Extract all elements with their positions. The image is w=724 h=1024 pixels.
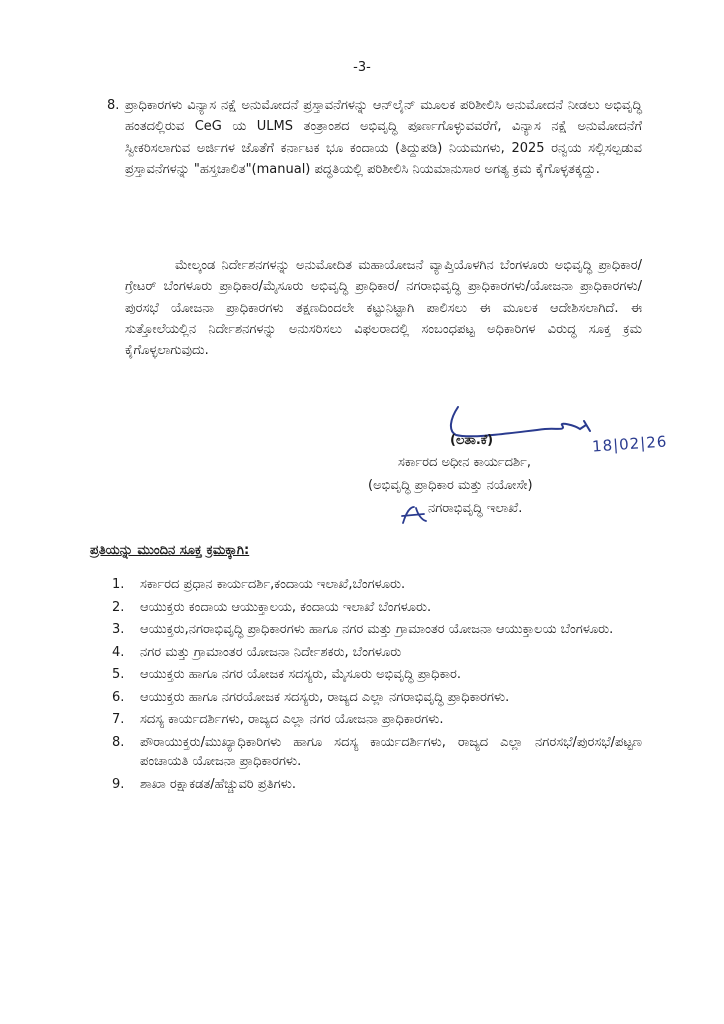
list-item — [112, 688, 642, 708]
list-item-number: 7. — [112, 712, 125, 727]
main-paragraph: ಮೇಲ್ಕಂಡ ನಿರ್ದೇಶನಗಳನ್ನು ಅನುಮೋದಿತ ಮಹಾಯೋಜನೆ ವ್ಯಾಪ್ತಿಯೊಳಗಿನ ಬೆಂಗಳೂರು ಅಭಿವೃದ್ಧಿ ಪ್ರಾಧಿಕಾರ/ಗ್ರೇಟರ್ ಬೆಂಗಳೂರು ಪ್ರಾಧಿಕಾರ/ಮೈಸೂರು ಅಭಿವೃದ್ಧಿ ಪ್ರಾಧಿಕಾರ/ ನಗರಾಭಿವೃದ್ಧಿ ಪ್ರಾಧಿಕಾರಗಳು/ಯೋಜನಾ ಪ್ರಾಧಿಕಾರಗಳು/ಪುರಸಭೆ ಯೋಜನಾ ಪ್ರಾಧಿಕಾರಗಳು ತಕ್ಷಣದಿಂದಲೇ ಕಟ್ಟುನಿಟ್ಟಾಗಿ ಪಾಲಿಸಲು ಈ ಮೂಲಕ ಆದೇಶಿಸಲಾಗಿದೆ. ಈ ಸುತ್ತೋಲೆಯಲ್ಲಿನ ನಿರ್ದೇಶನಗಳನ್ನು ಅನುಸರಿಸಲು ವಿಫಲರಾದಲ್ಲಿ ಸಂಬಂಧಪಟ್ಟ ಅಧಿಕಾರಿಗಳ ವಿರುದ್ಧ ಸೂಕ್ತ ಕ್ರಮ ಕೈಗೊಳ್ಳಲಾಗುವುದು. — [125, 258, 642, 359]
list-item-number: 9. — [112, 776, 125, 792]
list-item-number: 3. — [112, 622, 125, 637]
signatory-department: ನಗರಾಭಿವೃದ್ಧಿ ಇಲಾಖೆ. — [428, 501, 523, 516]
list-item-number: 5. — [112, 667, 125, 682]
list-item — [112, 643, 642, 663]
paragraph-8-number: 8. — [107, 98, 120, 113]
list-item — [112, 620, 642, 640]
signatory-designation: ಸರ್ಕಾರದ ಅಧೀನ ಕಾರ್ಯದರ್ಶಿ, — [398, 455, 532, 470]
list-item-text: ಶಾಖಾ ರಕ್ಷಾಕಡತ/ಹೆಚ್ಚುವರಿ ಪ್ರತಿಗಳು. — [140, 776, 296, 792]
list-item-text: ಆಯುಕ್ತರು ಹಾಗೂ ನಗರ ಯೋಜಕ ಸದಸ್ಯರು, ಮೈಸೂರು ಅಭಿವೃದ್ಧಿ ಪ್ರಾಧಿಕಾರ. — [140, 667, 462, 682]
list-item-number: 2. — [112, 599, 125, 615]
signatory-division: (ಅಭಿವೃದ್ಧಿ ಪ್ರಾಧಿಕಾರ ಮತ್ತು ನಯೋಸೇ) — [368, 478, 533, 493]
copy-to-heading: ಪ್ರತಿಯನ್ನು ಮುಂದಿನ ಸೂಕ್ತ ಕ್ರಮಕ್ಕಾಗಿ: — [90, 543, 250, 558]
page-number: -3- — [353, 60, 371, 75]
list-item-text: ಪೌರಾಯುಕ್ತರು/ಮುಖ್ಯಾಧಿಕಾರಿಗಳು ಹಾಗೂ ಸದಸ್ಯ ಕಾರ್ಯದರ್ಶಿಗಳು, ರಾಜ್ಯದ ಎಲ್ಲಾ ನಗರಸಭೆ/ಪುರಸಭೆ/ಪಟ್ಟಣ ಪಂಚಾಯತಿ ಯೋಜನಾ ಪ್ರಾಧಿಕಾರಗಳು. — [140, 734, 642, 769]
list-item-number: 8. — [112, 734, 125, 750]
list-item-number: 6. — [112, 689, 125, 705]
list-item — [112, 598, 642, 618]
list-item — [112, 710, 642, 730]
list-item — [112, 575, 642, 595]
handwritten-date: 18|02|26 — [591, 432, 668, 456]
list-item — [112, 665, 642, 685]
list-item-number: 4. — [112, 644, 125, 660]
list-item-number: 1. — [112, 577, 125, 592]
list-item-text: ಆಯುಕ್ತರು ಕಂದಾಯ ಆಯುಕ್ತಾಲಯ, ಕಂದಾಯ ಇಲಾಖೆ ಬೆಂಗಳೂರು. — [140, 599, 432, 615]
signature-block — [368, 395, 700, 525]
list-item — [112, 775, 642, 795]
list-item-text: ಸರ್ಕಾರದ ಪ್ರಧಾನ ಕಾರ್ಯದರ್ಶಿ,ಕಂದಾಯ ಇಲಾಖೆ,ಬೆಂಗಳೂರು. — [140, 577, 406, 592]
list-item-text: ಆಯುಕ್ತರು,ನಗರಾಭಿವೃದ್ಧಿ ಪ್ರಾಧಿಕಾರಗಳು ಹಾಗೂ ನಗರ ಮತ್ತು ಗ್ರಾಮಾಂತರ ಯೋಜನಾ ಆಯುಕ್ತಾಲಯ ಬೆಂಗಳೂರು. — [140, 622, 614, 637]
list-item-text: ನಗರ ಮತ್ತು ಗ್ರಾಮಾಂತರ ಯೋಜನಾ ನಿರ್ದೇಶಕರು, ಬೆಂಗಳೂರು — [140, 644, 402, 660]
paragraph-8 — [107, 95, 642, 180]
copy-to-list — [112, 575, 642, 797]
signatory-name: (ಲತಾ.ಕೆ) — [450, 433, 494, 448]
paragraph-8-text: ಪ್ರಾಧಿಕಾರಗಳು ವಿನ್ಯಾಸ ನಕ್ಷೆ ಅನುಮೋದನೆ ಪ್ರಸ್ತಾವನೆಗಳನ್ನು ಆನ್‌ಲೈನ್ ಮೂಲಕ ಪರಿಶೀಲಿಸಿ ಅನುಮೋದನೆ ನೀಡಲು ಅಭಿವೃದ್ಧಿ ಹಂತದಲ್ಲಿರುವ CeG ಯ ULMS ತಂತ್ರಾಂಶದ ಅಭಿವೃದ್ಧಿ ಪೂರ್ಣಗೊಳ್ಳುವವರೆಗೆ, ವಿನ್ಯಾಸ ನಕ್ಷೆ ಅನುಮೋದನೆಗೆ ಸ್ವೀಕರಿಸಲಾಗುವ ಅರ್ಜಿಗಳ ಜೊತೆಗೆ ಕರ್ನಾಟಕ ಭೂ ಕಂದಾಯ (ತಿದ್ದುಪಡಿ) ನಿಯಮಗಳು, 2025 ರನ್ವಯ ಸಲ್ಲಿಸಲ್ಪಡುವ ಪ್ರಸ್ತಾವನೆಗಳನ್ನು "ಹಸ್ತಚಾಲಿತ"(manual) ಪದ್ಧತಿಯಲ್ಲಿ ಪರಿಶೀಲಿಸಿ ನಿಯಮಾನುಸಾರ ಅಗತ್ಯ ಕ್ರಮ ಕೈಗೊಳ್ಳತಕ್ಕದ್ದು. — [125, 98, 642, 177]
list-item — [112, 733, 642, 772]
list-item-text: ಆಯುಕ್ತರು ಹಾಗೂ ನಗರಯೋಜಕ ಸದಸ್ಯರು, ರಾಜ್ಯದ ಎಲ್ಲಾ ನಗರಾಭಿವೃದ್ಧಿ ಪ್ರಾಧಿಕಾರಗಳು. — [140, 689, 510, 705]
list-item-text: ಸದಸ್ಯ ಕಾರ್ಯದರ್ಶಿಗಳು, ರಾಜ್ಯದ ಎಲ್ಲಾ ನಗರ ಯೋಜನಾ ಪ್ರಾಧಿಕಾರಗಳು. — [140, 712, 444, 727]
